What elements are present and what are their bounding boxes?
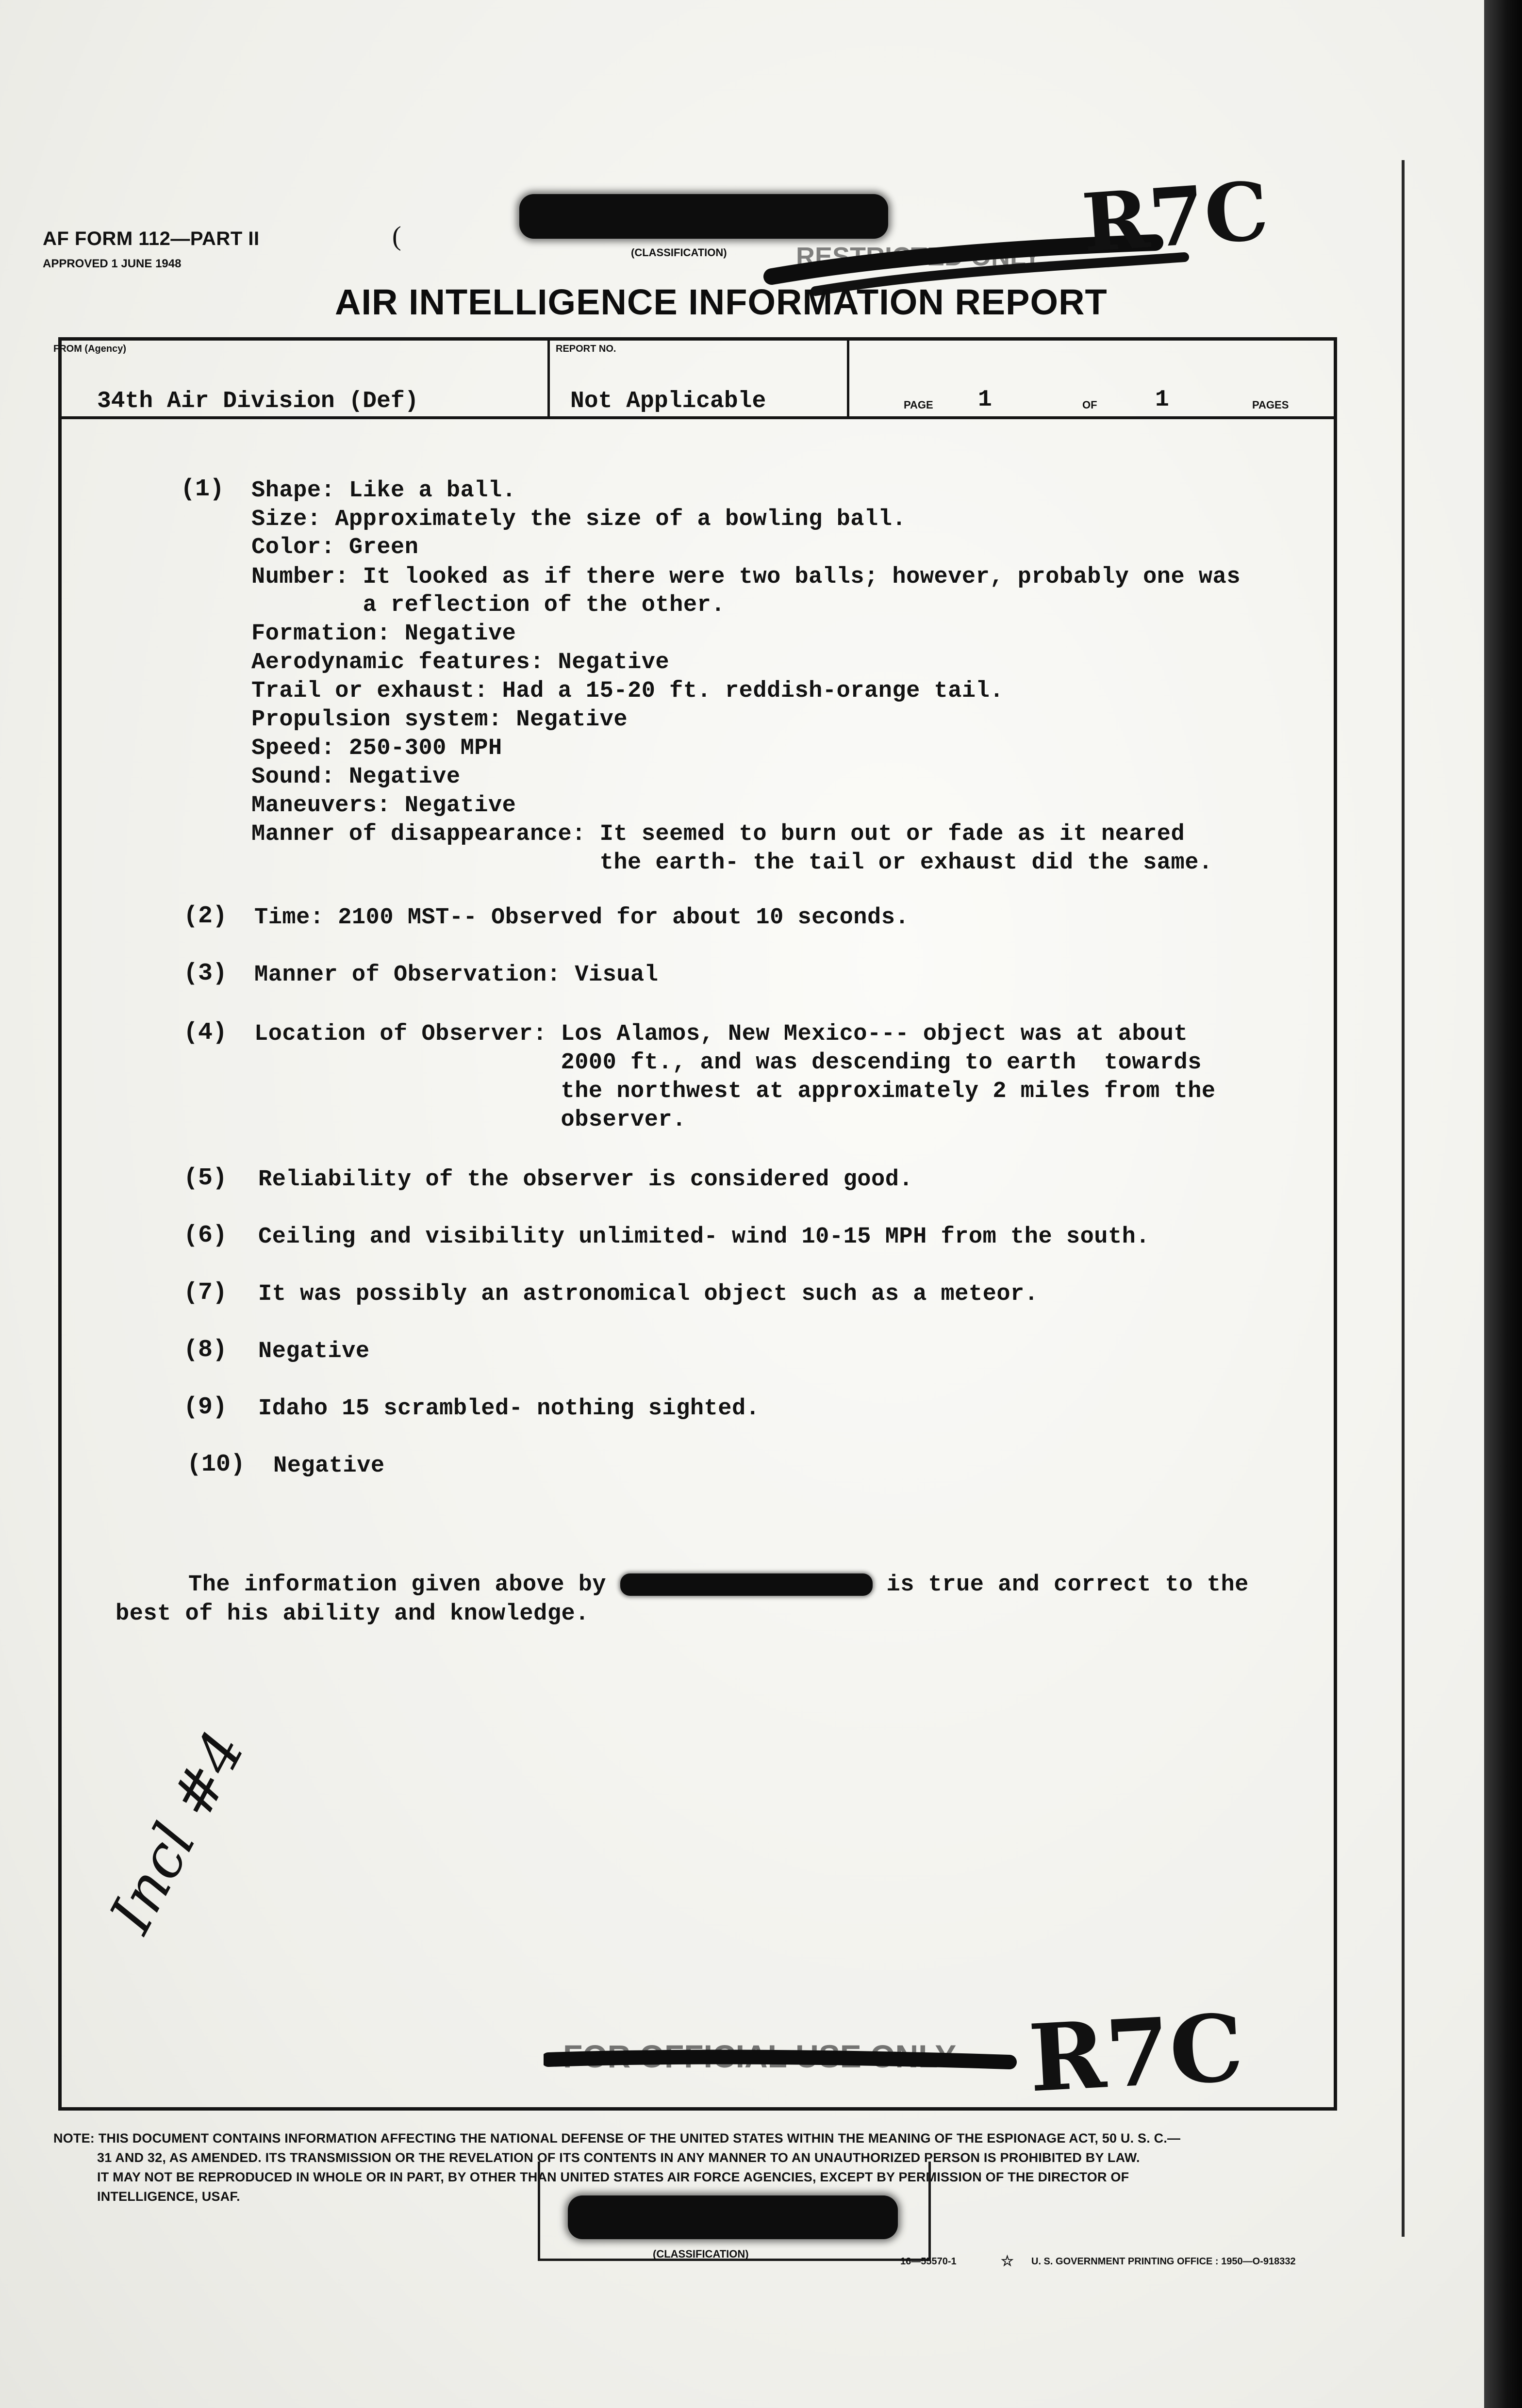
item-1-line-sound: Sound: Negative (251, 764, 461, 790)
struck-official-use-text: FOR OFFICIAL USE ONLY (563, 2038, 957, 2074)
item-1-line-propulsion: Propulsion system: Negative (251, 707, 628, 733)
item-1-number: (1) (181, 475, 225, 503)
strike-scribble-bottom (544, 2035, 1029, 2089)
item-5-text: Reliability of the observer is considered good. (258, 1167, 913, 1193)
item-1-line-speed: Speed: 250-300 MPH (251, 736, 502, 761)
item-1-line-shape: Shape: Like a ball. (251, 478, 516, 504)
item-7-number: (7) (183, 1279, 228, 1307)
page-label: PAGE (904, 399, 933, 411)
footer-note-line-3: IT MAY NOT BE REPRODUCED IN WHOLE OR IN PART, BY OTHER THAN UNITED STATES AIR FORCE AGENCIES, EXCEPT BY PERMISSION OF THE DIRECTOR OF (97, 2170, 1129, 2184)
item-4-line-2: 2000 ft., and was descending to earth towards (254, 1050, 1202, 1076)
item-1-line-color: Color: Green (251, 535, 419, 560)
item-1-line-size: Size: Approximately the size of a bowling ball. (251, 507, 907, 532)
report-no-label: REPORT NO. (556, 344, 616, 354)
closing-line-1 (188, 1572, 1249, 1598)
item-8-text: Negative (258, 1339, 370, 1364)
classification-redaction-bottom (568, 2195, 898, 2239)
closing-line-2: best of his ability and knowledge. (116, 1601, 589, 1627)
item-6-number: (6) (183, 1222, 228, 1249)
item-2-text: Time: 2100 MST-- Observed for about 10 seconds. (254, 905, 910, 931)
header-col-divider-1 (547, 337, 550, 418)
observer-name-redaction (620, 1573, 873, 1596)
item-3-text: Manner of Observation: Visual (254, 962, 659, 988)
from-value: 34th Air Division (Def) (97, 388, 419, 414)
item-2-number: (2) (183, 902, 228, 930)
page-value: 1 (978, 387, 992, 413)
item-4-line-1: Location of Observer: Los Alamos, New Mexico--- object was at about (254, 1021, 1188, 1047)
of-label: OF (1082, 399, 1097, 411)
form-print-number: 16—55570-1 (900, 2256, 957, 2267)
item-10-text: Negative (273, 1453, 385, 1479)
item-10-number: (10) (187, 1451, 246, 1478)
form-id: AF FORM 112—PART II (43, 228, 260, 249)
from-label: FROM (Agency) (53, 344, 126, 354)
item-1-line-number: Number: It looked as if there were two balls; however, probably one was (251, 564, 1241, 590)
struck-restricted-text: RESTRICTED ONLY (796, 242, 1042, 271)
item-1-line-trail: Trail or exhaust: Had a 15-20 ft. reddish-orange tail. (251, 678, 1004, 704)
pages-label: PAGES (1252, 399, 1289, 411)
header-col-divider-2 (847, 337, 849, 418)
item-6-text: Ceiling and visibility unlimited- wind 10-15 MPH from the south. (258, 1224, 1150, 1250)
item-4-line-4: observer. (254, 1107, 686, 1133)
item-1-line-disappearance-cont: the earth- the tail or exhaust did the same. (251, 850, 1213, 876)
of-value: 1 (1155, 387, 1169, 413)
item-1-line-number-cont: a reflection of the other. (251, 592, 725, 618)
scan-shadow (1484, 0, 1522, 2408)
item-1-line-formation: Formation: Negative (251, 621, 516, 647)
closing-text-part2: is true and correct to the (872, 1572, 1249, 1598)
footer-note-line-4: INTELLIGENCE, USAF. (97, 2189, 240, 2204)
item-1-line-disappearance: Manner of disappearance: It seemed to burn out or fade as it neared (251, 821, 1185, 847)
item-5-number: (5) (183, 1164, 228, 1192)
classification-label-top: (CLASSIFICATION) (631, 246, 727, 259)
report-title: AIR INTELLIGENCE INFORMATION REPORT (335, 282, 1108, 322)
item-9-number: (9) (183, 1393, 228, 1421)
gpo-imprint: U. S. GOVERNMENT PRINTING OFFICE : 1950—O-918332 (1031, 2256, 1296, 2267)
footer-note-line-1: NOTE: THIS DOCUMENT CONTAINS INFORMATION AFFECTING THE NATIONAL DEFENSE OF THE UNITED STATES WITHIN THE MEANING OF THE ESPIONAGE ACT, 50 U. S. C.— (53, 2131, 1181, 2146)
stamp-r7c-top: R7C (1079, 163, 1272, 271)
handwritten-incl-note: Incl #4 (97, 1720, 258, 1944)
closing-text-part1: The information given above by (188, 1572, 620, 1598)
footer-note-line-2: 31 AND 32, AS AMENDED. ITS TRANSMISSION OR THE REVELATION OF ITS CONTENTS IN ANY MANNER TO AN UNAUTHORIZED PERSON IS PROHIBITED BY LAW. (97, 2150, 1140, 2165)
item-1-line-maneuvers: Maneuvers: Negative (251, 793, 516, 819)
item-9-text: Idaho 15 scrambled- nothing sighted. (258, 1396, 760, 1422)
item-3-number: (3) (183, 960, 228, 987)
report-no-value: Not Applicable (570, 388, 766, 414)
item-4-number: (4) (183, 1019, 228, 1047)
classification-label-bottom: (CLASSIFICATION) (653, 2248, 749, 2260)
item-1-line-aerodynamic: Aerodynamic features: Negative (251, 650, 670, 675)
star-icon: ☆ (1001, 2253, 1014, 2269)
header-top-right (847, 337, 1337, 340)
form-approved-date: APPROVED 1 JUNE 1948 (43, 257, 182, 270)
page-edge-line (1402, 160, 1405, 2237)
header-divider (58, 416, 1337, 419)
paren-mark: ( (392, 221, 401, 251)
item-4-line-3: the northwest at approximately 2 miles from the (254, 1079, 1216, 1104)
item-8-number: (8) (183, 1336, 228, 1364)
stamp-r7c-bottom: R7C (1026, 1993, 1246, 2113)
item-7-text: It was possibly an astronomical object such as a meteor. (258, 1281, 1039, 1307)
